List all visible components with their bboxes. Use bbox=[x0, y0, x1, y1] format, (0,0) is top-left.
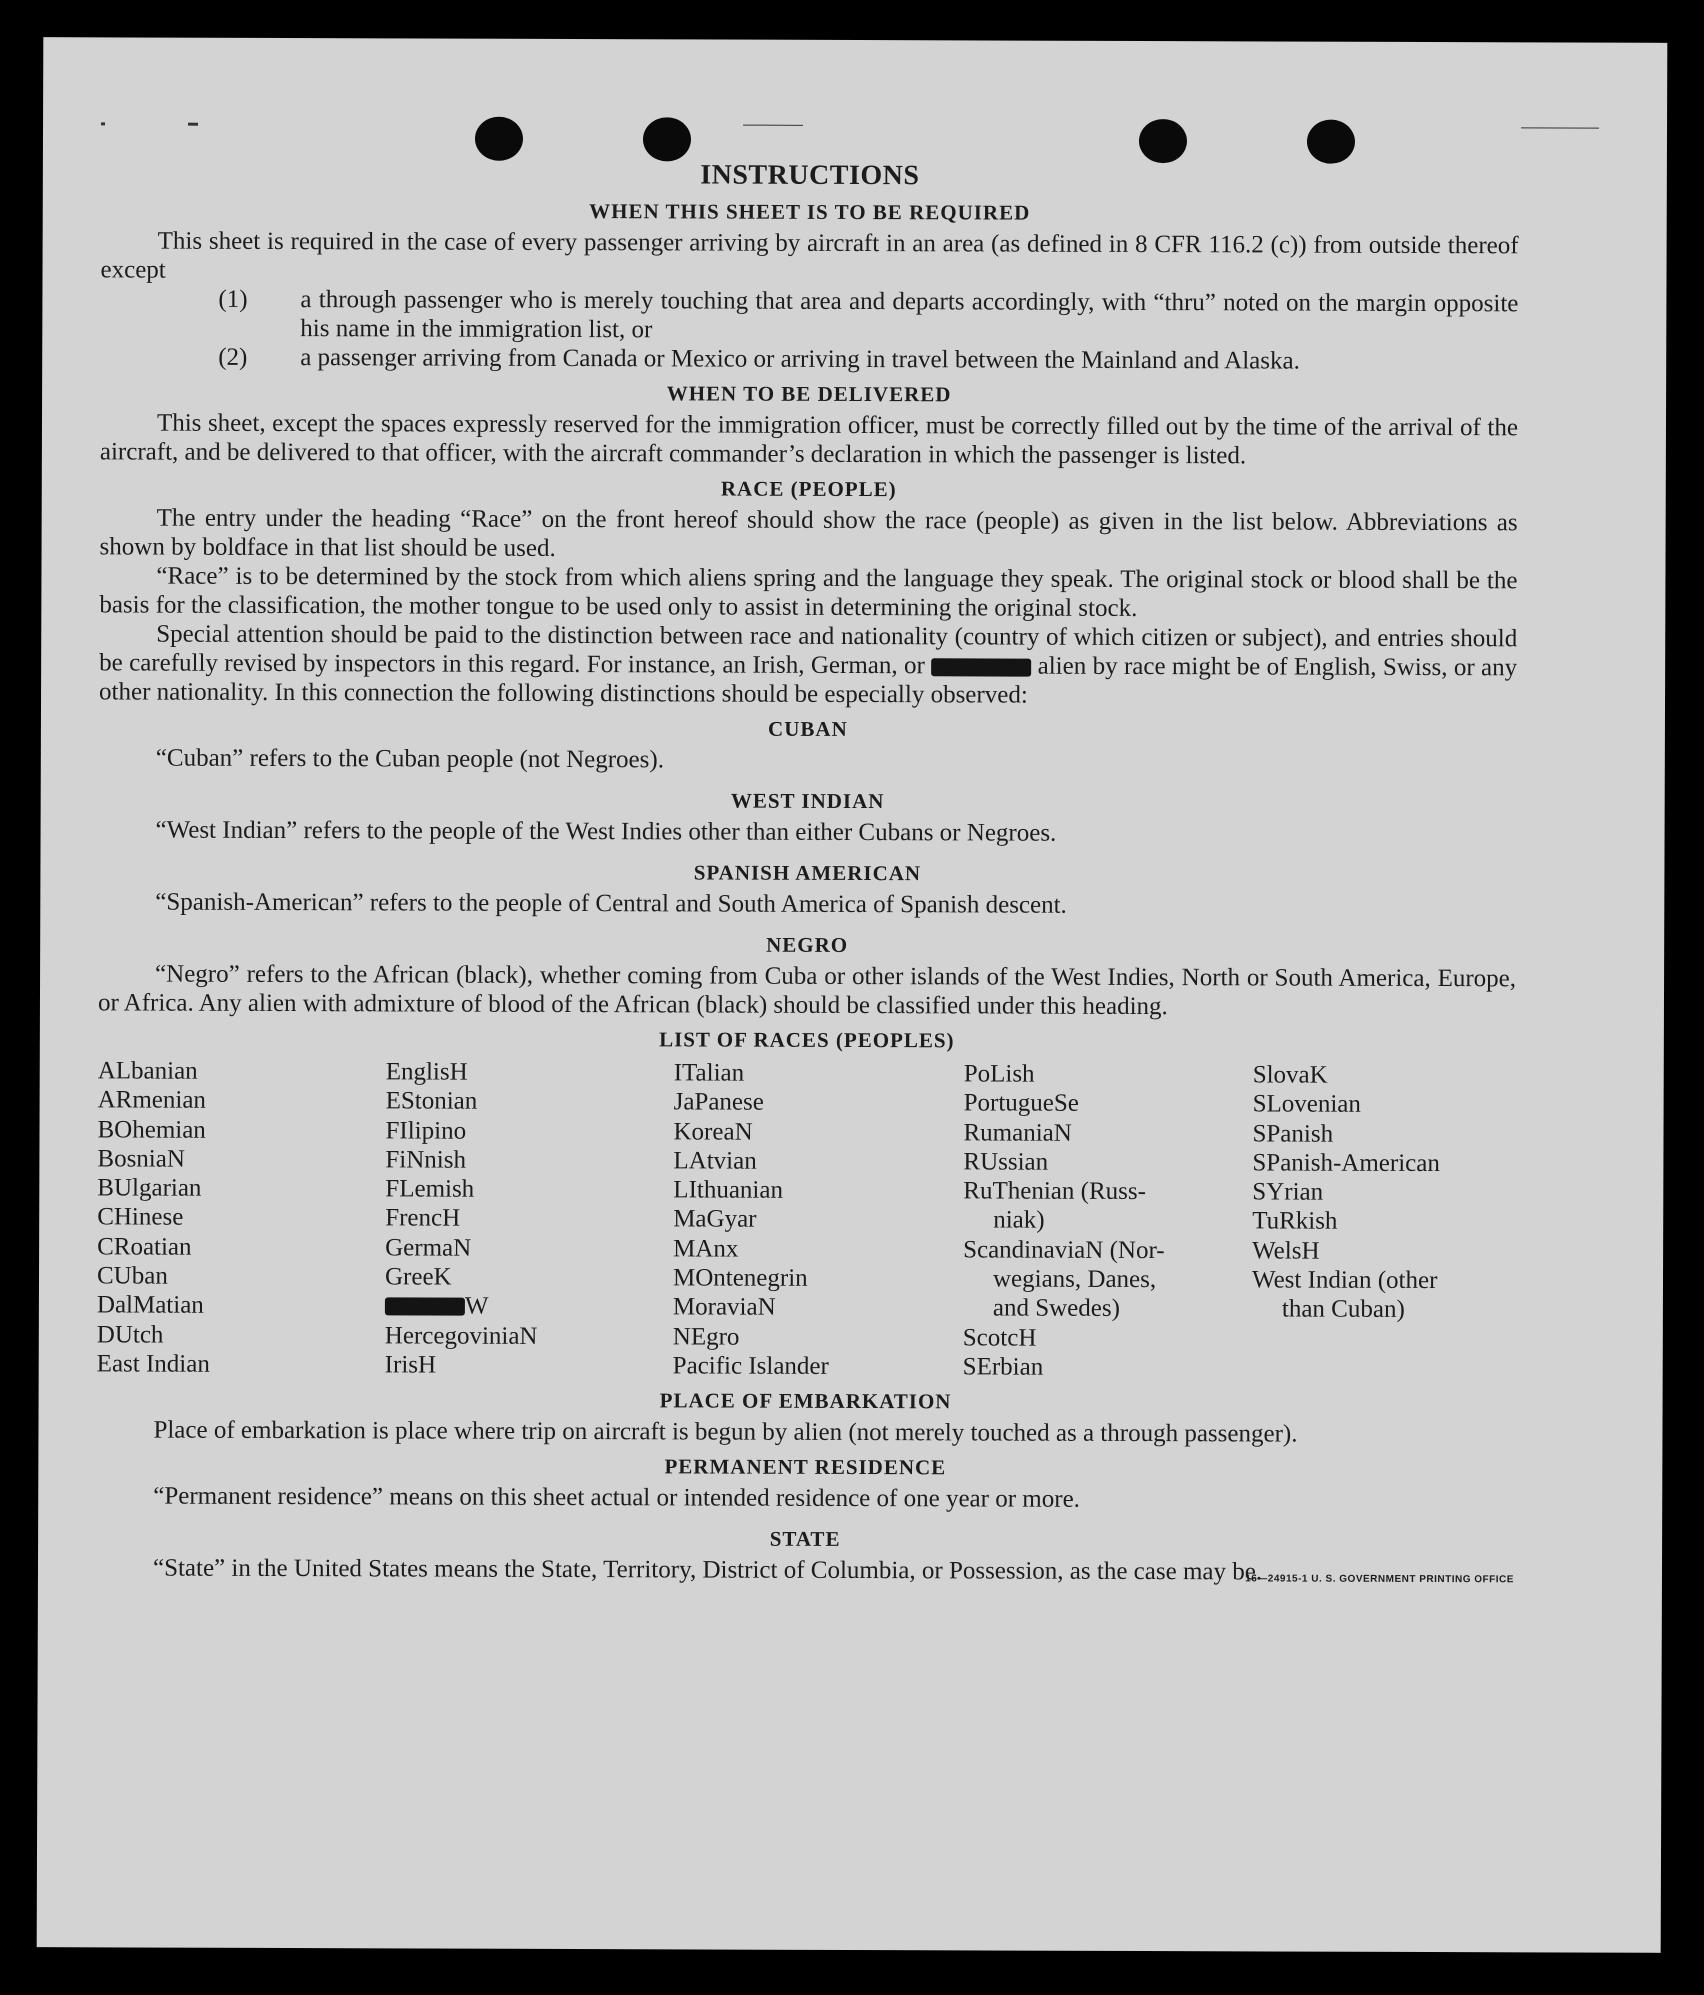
race-paragraph-3-end: alien by race might be of English, Swiss, or any other nationality. In this connection the following distinctions should be especially observed: bbox=[99, 652, 1518, 709]
required-item-1 bbox=[100, 284, 1518, 347]
race-entry-tail: W bbox=[464, 1293, 489, 1321]
race-entry: JaPanese bbox=[673, 1088, 764, 1116]
race-entry: GreeK bbox=[384, 1263, 452, 1291]
race-entry: Pacific Islander bbox=[672, 1352, 829, 1380]
race-entry: IrisH bbox=[384, 1351, 437, 1379]
race-entry: PortugueSe bbox=[963, 1089, 1079, 1118]
race-entry: NEgro bbox=[672, 1323, 740, 1351]
punch-hole bbox=[475, 117, 523, 161]
race-entry: FrencH bbox=[385, 1204, 461, 1233]
race-entry: HercegoviniaN bbox=[384, 1322, 538, 1350]
race-entry: SErbian bbox=[962, 1353, 1044, 1381]
race-entry: BUlgarian bbox=[97, 1174, 202, 1202]
race-entry: CUban bbox=[96, 1262, 168, 1290]
required-intro: This sheet is required in the case of every passenger arriving by aircraft in an area (as defined in 8 CFR 116.2 (c)) from outside thereof except bbox=[100, 227, 1519, 284]
race-paragraph-2: “Race” is to be determined by the stock from which aliens spring and the language they speak. The original stock or blood shall be the basis for the classification, the mother tongue to be used only to assist in determining the original stock. bbox=[99, 562, 1518, 622]
race-entry: niak) bbox=[993, 1206, 1045, 1235]
race-entry: DalMatian bbox=[96, 1291, 204, 1320]
section-heading-race: RACE (PEOPLE) bbox=[720, 476, 897, 502]
required-item-2 bbox=[100, 342, 1518, 376]
section-heading-residence: PERMANENT RESIDENCE bbox=[664, 1454, 947, 1480]
redaction-mark bbox=[385, 1298, 465, 1316]
race-entry: MOntenegrin bbox=[672, 1264, 808, 1292]
cuban-text: “Cuban” refers to the Cuban people (not Negroes). bbox=[155, 744, 665, 774]
section-heading-required: WHEN THIS SHEET IS TO BE REQUIRED bbox=[589, 199, 1031, 225]
race-entry: DUtch bbox=[96, 1321, 164, 1349]
race-entry: PoLish bbox=[963, 1060, 1035, 1088]
west-indian-text: “West Indian” refers to the people of the West Indies other than either Cubans or Negroes. bbox=[155, 816, 1057, 847]
paper-mark bbox=[743, 125, 803, 126]
races-column-3 bbox=[673, 1058, 830, 1381]
race-entry: KoreaN bbox=[673, 1117, 753, 1146]
item-number: (1) bbox=[218, 285, 248, 313]
races-column-2 bbox=[385, 1057, 539, 1380]
race-entry: than Cuban) bbox=[1281, 1295, 1405, 1324]
race-entry: WelsH bbox=[1252, 1237, 1320, 1265]
section-heading-delivered: WHEN TO BE DELIVERED bbox=[666, 381, 952, 407]
printer-mark: 16—24915-1 U. S. GOVERNMENT PRINTING OFFICE bbox=[1245, 1573, 1514, 1586]
race-entry: SYrian bbox=[1252, 1178, 1324, 1206]
residence-text: “Permanent residence” means on this sheet actual or intended residence of one year or more. bbox=[153, 1482, 1080, 1513]
redaction-mark bbox=[931, 659, 1031, 677]
punch-hole bbox=[643, 117, 691, 161]
race-entry: West Indian (other bbox=[1251, 1266, 1438, 1295]
section-heading-list-of-races: LIST OF RACES (PEOPLES) bbox=[659, 1027, 955, 1053]
race-entry: FIlipino bbox=[385, 1116, 467, 1145]
race-entry: EStonian bbox=[385, 1087, 478, 1115]
delivered-text: This sheet, except the spaces expressly reserved for the immigration officer, must be correctly filled out by the time of the arrival of the aircraft, and be delivered to that officer, with the aircraft commander’s declaration in which the passenger is listed. bbox=[99, 409, 1519, 470]
race-paragraph-1: The entry under the heading “Race” on the front hereof should show the race (people) as given in the list below. Abbreviations as shown by boldface in that list should be used. bbox=[99, 504, 1518, 562]
race-entry: and Swedes) bbox=[992, 1294, 1121, 1323]
page-title: INSTRUCTIONS bbox=[700, 159, 920, 192]
section-heading-state: STATE bbox=[769, 1526, 841, 1551]
race-entry: ARmenian bbox=[97, 1086, 207, 1115]
race-entry: CHinese bbox=[97, 1203, 184, 1232]
race-entry: SLovenian bbox=[1252, 1090, 1361, 1119]
race-entry: ALbanian bbox=[97, 1057, 198, 1085]
race-entry: RUssian bbox=[963, 1148, 1049, 1176]
races-list bbox=[97, 1056, 1516, 1383]
race-paragraph-3-start: Special attention should be paid to the distinction between race and nationality (country of which citizen or subject), and entries should be carefully revised by inspectors in this regard. For instance, an Irish, German, or bbox=[99, 620, 1518, 680]
race-entry: SPanish bbox=[1252, 1119, 1334, 1148]
race-entry: LIthuanian bbox=[673, 1176, 784, 1204]
paper-mark bbox=[1521, 127, 1599, 128]
section-heading-spanish-american: SPANISH AMERICAN bbox=[693, 860, 922, 886]
item-number: (2) bbox=[218, 343, 248, 371]
race-entry-redacted bbox=[385, 1292, 538, 1322]
race-entry: FLemish bbox=[385, 1175, 475, 1203]
punch-hole bbox=[1307, 120, 1355, 164]
section-heading-negro: NEGRO bbox=[766, 932, 849, 957]
race-entry: EnglisH bbox=[385, 1058, 468, 1086]
state-block bbox=[96, 1553, 1514, 1587]
race-paragraph-3 bbox=[99, 619, 1517, 711]
races-column-1 bbox=[97, 1056, 211, 1379]
paper-mark bbox=[188, 123, 198, 126]
state-text: “State” in the United States means the State, Territory, District of Columbia, or Possession, as the case may be. bbox=[152, 1554, 1263, 1586]
race-entry: MAnx bbox=[673, 1235, 739, 1263]
document-page bbox=[37, 37, 1668, 1953]
race-entry: BosniaN bbox=[97, 1145, 185, 1173]
section-heading-embarkation: PLACE OF EMBARKATION bbox=[659, 1388, 952, 1414]
negro-text: “Negro” refers to the African (black), whether coming from Cuba or other islands of the West Indies, North or South America, Europe, or Africa. Any alien with admixture of blood of the African (black) should be classified under this heading. bbox=[97, 960, 1517, 1021]
race-entry: ScandinaviaN (Nor- bbox=[963, 1236, 1165, 1264]
race-entry: GermaN bbox=[385, 1234, 472, 1262]
item-text: a through passenger who is merely touching that area and departs accordingly, with “thru” noted on the margin opposite his name in the immigration list, or bbox=[300, 286, 1519, 344]
section-heading-cuban: CUBAN bbox=[768, 716, 848, 741]
punch-hole bbox=[1139, 119, 1187, 163]
race-entry: MaGyar bbox=[673, 1205, 757, 1234]
race-entry: MoraviaN bbox=[672, 1293, 776, 1322]
race-entry: ITalian bbox=[673, 1059, 745, 1087]
race-entry: East Indian bbox=[96, 1350, 210, 1378]
race-entry: RuThenian (Russ- bbox=[963, 1177, 1146, 1206]
item-text: a passenger arriving from Canada or Mexico or arriving in travel between the Mainland and Alaska. bbox=[300, 344, 1300, 375]
section-heading-west-indian: WEST INDIAN bbox=[730, 788, 885, 814]
race-entry: BOhemian bbox=[97, 1115, 206, 1144]
race-entry: FiNnish bbox=[385, 1146, 467, 1174]
race-entry: ScotcH bbox=[962, 1324, 1037, 1352]
race-entry: SlovaK bbox=[1252, 1061, 1328, 1089]
races-column-5 bbox=[1252, 1060, 1440, 1324]
paper-mark bbox=[101, 122, 105, 125]
race-entry: CRoatian bbox=[97, 1233, 192, 1261]
race-entry: SPanish-American bbox=[1252, 1149, 1440, 1177]
races-column-4 bbox=[963, 1059, 1166, 1382]
race-entry: wegians, Danes, bbox=[992, 1265, 1157, 1294]
embarkation-text: Place of embarkation is place where trip on aircraft is begun by alien (not merely touched as a through passenger). bbox=[153, 1416, 1298, 1448]
instructions-body bbox=[96, 157, 1519, 1587]
spanish-american-text: “Spanish-American” refers to the people of Central and South America of Spanish descent. bbox=[155, 888, 1067, 919]
race-entry: RumaniaN bbox=[963, 1118, 1072, 1147]
race-entry: TuRkish bbox=[1252, 1207, 1338, 1236]
race-entry: LAtvian bbox=[673, 1147, 757, 1175]
